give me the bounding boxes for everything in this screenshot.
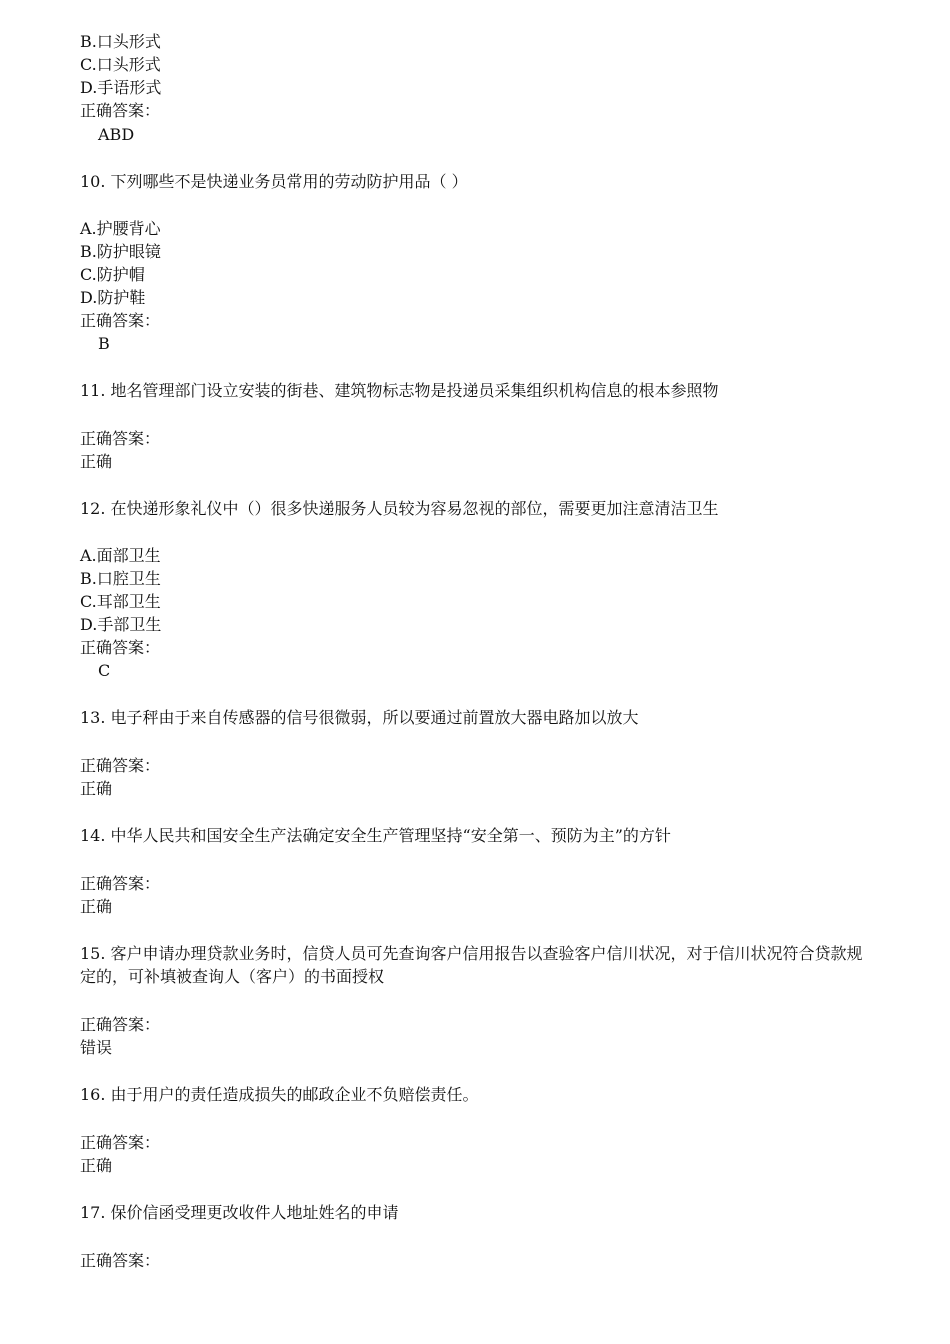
question-16: 16. 由于用户的责任造成损失的邮政企业不负赔偿责任。 — [80, 1085, 479, 1104]
answer-label: 正确答案： — [80, 429, 161, 448]
answer-label: 正确答案： — [80, 874, 161, 893]
option-c: C.防护帽 — [80, 265, 145, 284]
answer-value: 错误 — [80, 1038, 113, 1057]
answer-label: 正确答案： — [80, 756, 161, 775]
answer-label: 正确答案： — [80, 638, 161, 657]
answer-label: 正确答案： — [80, 1133, 161, 1152]
option-b: B.口腔卫生 — [80, 569, 161, 588]
option-d: D.防护鞋 — [80, 288, 146, 307]
option-b: B.防护眼镜 — [80, 242, 161, 261]
question-10: 10. 下列哪些不是快递业务员常用的劳动防护用品（ ） — [80, 172, 468, 191]
question-11: 11. 地名管理部门设立安装的街巷、建筑物标志物是投递员采集组织机构信息的根本参照物 — [80, 381, 719, 400]
answer-value: B — [98, 334, 110, 353]
question-15: 15. 客户申请办理贷款业务时，信贷人员可先查询客户信用报告以查验客户信川状况，对于信川状况符合贷款规定的，可补填被查询人（客户）的书面授权 — [80, 944, 863, 986]
answer-value: 正确 — [80, 452, 113, 471]
option-d: D.手部卫生 — [80, 615, 162, 634]
answer-label: 正确答案： — [80, 1251, 161, 1270]
question-17: 17. 保价信函受理更改收件人地址姓名的申请 — [80, 1203, 399, 1222]
question-12: 12. 在快递形象礼仪中（）很多快递服务人员较为容易忽视的部位，需要更加注意清洁卫生 — [80, 499, 719, 518]
answer-value: ABD — [98, 125, 135, 144]
answer-value: C — [98, 661, 111, 680]
option-a: A.护腰背心 — [80, 219, 161, 238]
answer-label: 正确答案： — [80, 1015, 161, 1034]
option-c: C.口头形式 — [80, 55, 161, 74]
question-14: 14. 中华人民共和国安全生产法确定安全生产管理坚持“安全第一、预防为主”的方针 — [80, 826, 671, 845]
option-d: D.手语形式 — [80, 78, 162, 97]
option-a: A.面部卫生 — [80, 546, 161, 565]
answer-value: 正确 — [80, 897, 113, 916]
answer-value: 正确 — [80, 1156, 113, 1175]
option-c: C.耳部卫生 — [80, 592, 161, 611]
question-13: 13. 电子秤由于来自传感器的信号很微弱，所以要通过前置放大器电路加以放大 — [80, 708, 639, 727]
answer-value: 正确 — [80, 779, 113, 798]
answer-label: 正确答案： — [80, 101, 161, 120]
option-b: B.口头形式 — [80, 32, 161, 51]
answer-label: 正确答案： — [80, 311, 161, 330]
